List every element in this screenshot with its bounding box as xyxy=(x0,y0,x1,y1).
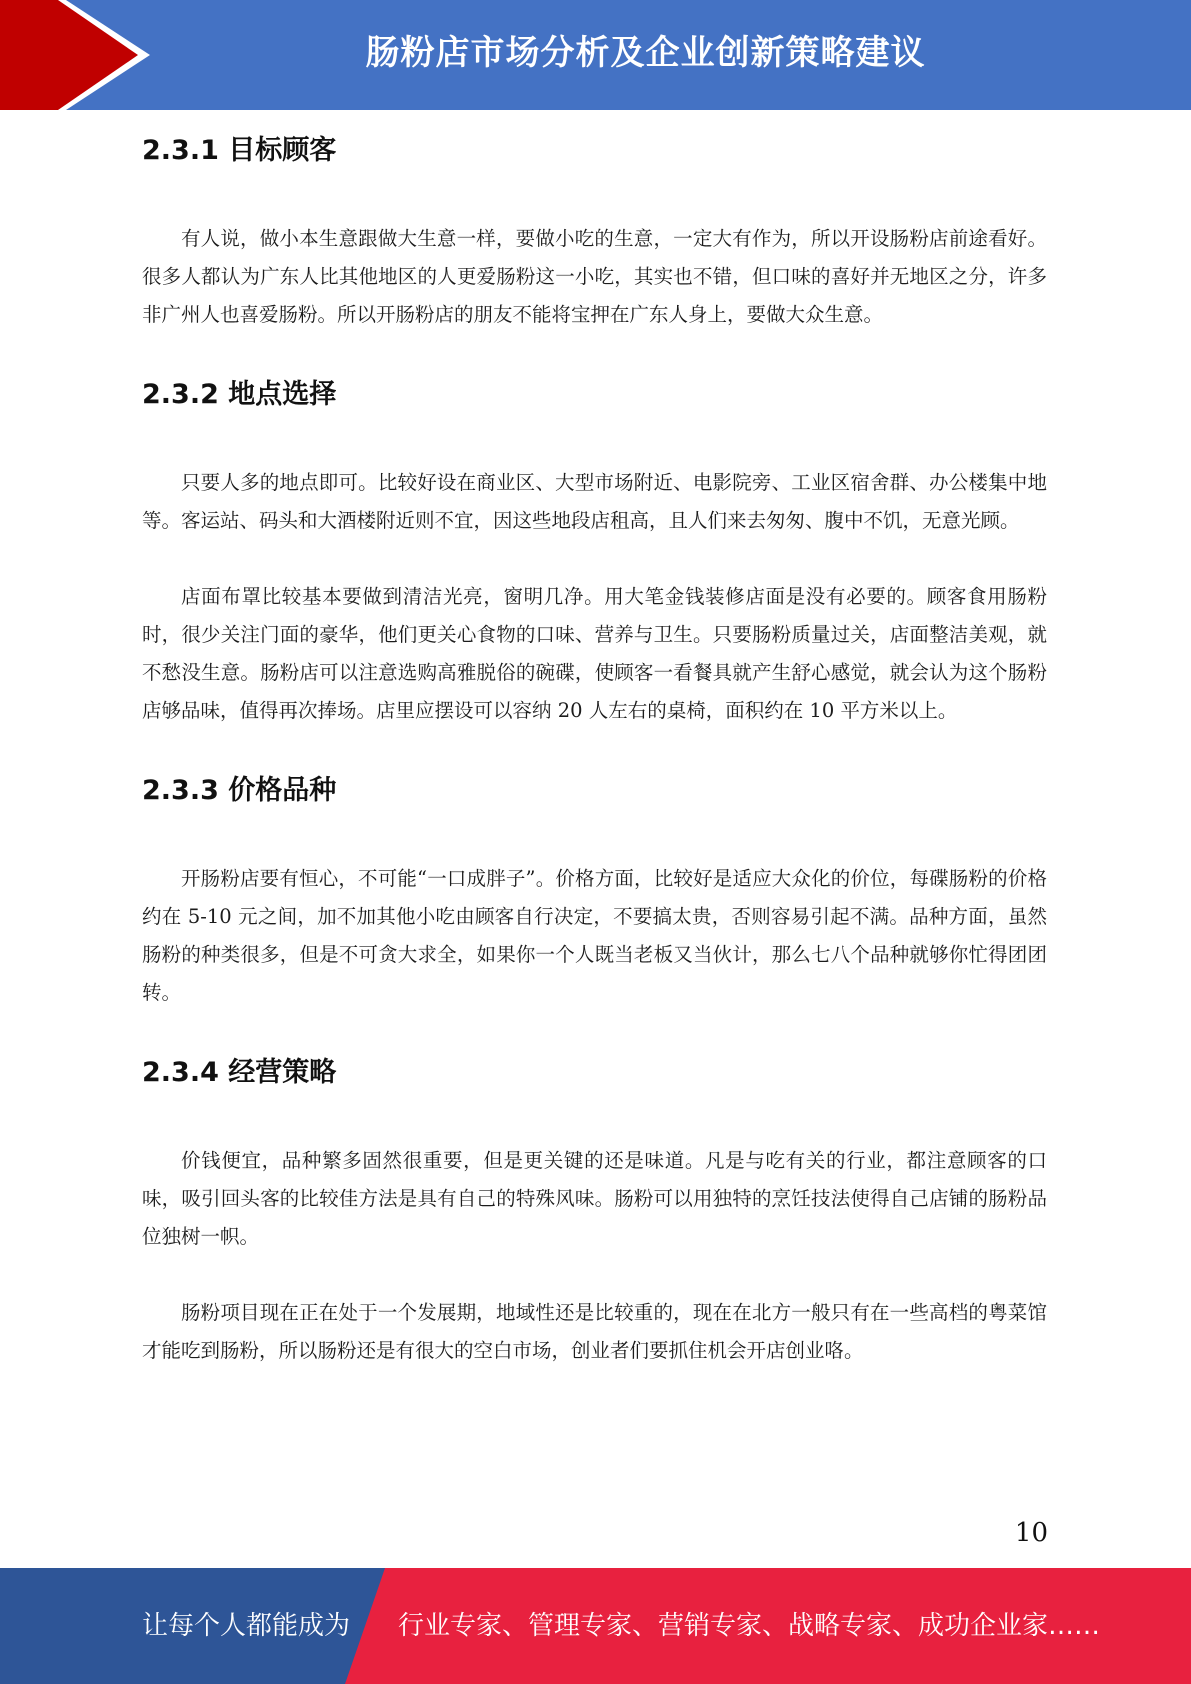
section-heading-price-variety: 2.3.3 价格品种 xyxy=(142,775,337,806)
section-heading-location: 2.3.2 地点选择 xyxy=(142,379,337,410)
footer-slogan-left: 让每个人都能成为 xyxy=(142,1611,351,1641)
page-header xyxy=(0,0,1191,110)
footer-slogan-right: 行业专家、管理专家、营销专家、战略专家、成功企业家…… xyxy=(398,1611,1101,1641)
page-number: 10 xyxy=(1014,1518,1048,1548)
content-body xyxy=(142,120,1047,1370)
paragraph: 只要人多的地点即可。比较好设在商业区、大型市场附近、电影院旁、工业区宿舍群、办公楼集中地等。客运站、码头和大酒楼附近则不宜，因这些地段店租高，且人们来去匆匆、腹中不饥，无意光顾。 xyxy=(142,471,1047,532)
paragraph: 肠粉项目现在正在处于一个发展期，地域性还是比较重的，现在在北方一般只有在一些高档的粤菜馆才能吃到肠粉，所以肠粉还是有很大的空白市场，创业者们要抓住机会开店创业咯。 xyxy=(142,1301,1047,1362)
document-title: 肠粉店市场分析及企业创新策略建议 xyxy=(365,33,926,73)
section-heading-target-customers: 2.3.1 目标顾客 xyxy=(142,135,337,166)
page-footer xyxy=(0,1568,1191,1684)
header-arrow-icon xyxy=(0,0,160,110)
paragraph: 店面布罩比较基本要做到清洁光亮，窗明几净。用大笔金钱装修店面是没有必要的。顾客食用肠粉时，很少关注门面的豪华，他们更关心食物的口味、营养与卫生。只要肠粉质量过关，店面整洁美观，就不愁没生意。肠粉店可以注意选购高雅脱俗的碗碟，使顾客一看餐具就产生舒心感觉，就会认为这个肠粉店够品味，值得再次捧场。店里应摆设可以容纳 20 人左右的桌椅，面积约在 10 平方米以上。 xyxy=(142,585,1047,722)
paragraph: 有人说，做小本生意跟做大生意一样，要做小吃的生意，一定大有作为，所以开设肠粉店前途看好。很多人都认为广东人比其他地区的人更爱肠粉这一小吃，其实也不错，但口味的喜好并无地区之分，许多非广州人也喜爱肠粉。所以开肠粉店的朋友不能将宝押在广东人身上，要做大众生意。 xyxy=(142,227,1047,326)
paragraph: 价钱便宜，品种繁多固然很重要，但是更关键的还是味道。凡是与吃有关的行业，都注意顾客的口味，吸引回头客的比较佳方法是具有自己的特殊风味。肠粉可以用独特的烹饪技法使得自己店铺的肠粉品位独树一帜。 xyxy=(142,1149,1047,1248)
section-heading-business-strategy: 2.3.4 经营策略 xyxy=(142,1057,337,1088)
paragraph: 开肠粉店要有恒心，不可能“一口成胖子”。价格方面，比较好是适应大众化的价位，每碟肠粉的价格约在 5-10 元之间，加不加其他小吃由顾客自行决定，不要搞太贵，否则容易引起不满。品种方面，虽然肠粉的种类很多，但是不可贪大求全，如果你一个人既当老板又当伙计，那么七八个品种就够你忙得团团转。 xyxy=(142,867,1047,1004)
